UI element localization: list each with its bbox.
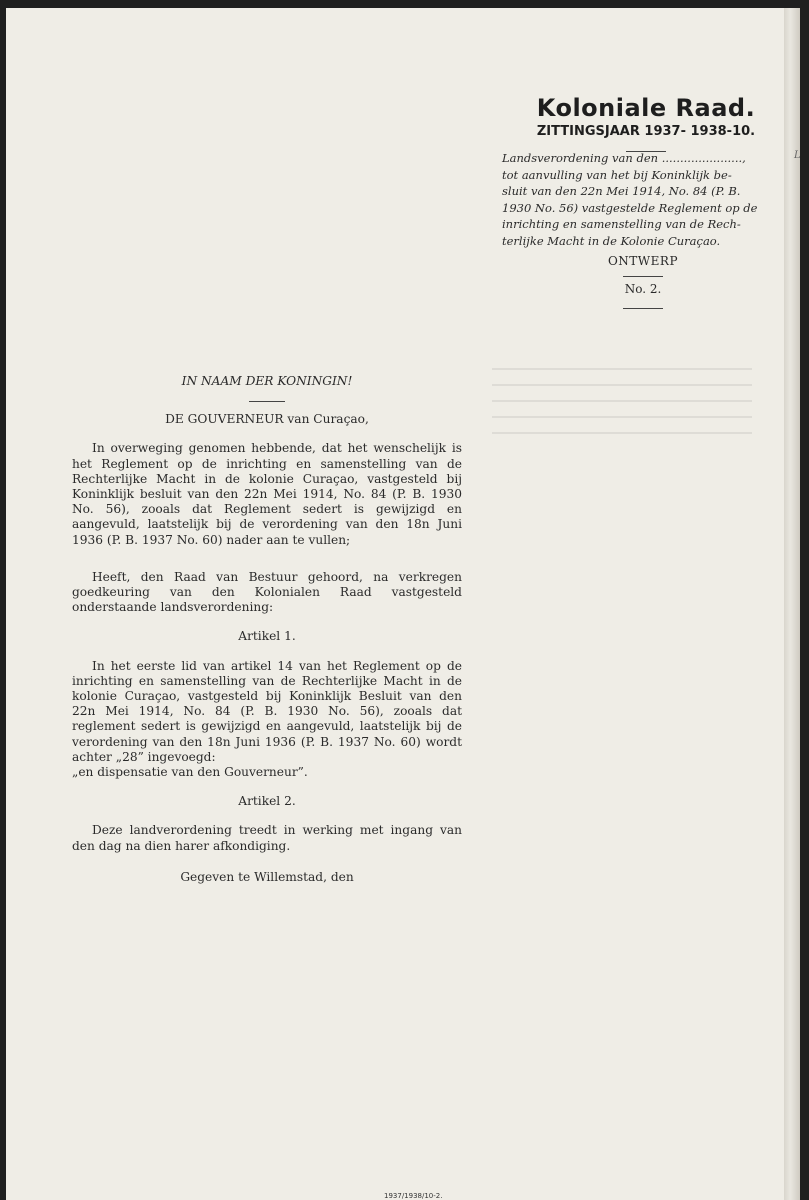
subject-line: Landsverordening van den ......................, [502, 151, 746, 165]
article-2-heading: Artikel 2. [238, 794, 296, 809]
doc-no-text: No. 2. [624, 282, 662, 296]
header-block [506, 94, 786, 152]
article-1-insert: „en dispensatie van den Gouverneur”. [72, 765, 308, 780]
subject-line: tot aanvulling van het bij Koninklijk be- [502, 167, 732, 182]
document-number [578, 282, 708, 309]
subject-line: inrichting en samenstelling van de Rech- [502, 217, 741, 231]
article-2-text: Deze landverordening treedt in werking met ingang van den dag na dien harer afkondiging. [72, 823, 462, 853]
footer-reference: 1937/1938/10-2. [384, 1192, 443, 1200]
council-title: Koloniale Raad. [536, 94, 756, 122]
document-page [6, 8, 801, 1200]
subject-block [502, 150, 784, 249]
subject-line: sluit van den 22n Mei 1914, No. 84 (P. B. [502, 184, 741, 198]
bleed-through-text [492, 368, 752, 448]
edge-letter: L [794, 150, 801, 161]
ontwerp-rule [623, 276, 663, 277]
considering-paragraph: In overweging genomen hebbende, dat het wenschelijk is het Reglement op de inrichting en samenstelling van de Rechterlijke Macht in de kolonie Curaçao, vastgesteld bij Koninklijk besluit van den 22n Mei 1914, No. 84 (P. B. 1930 No. 56), zooals dat Reglement sedert is gewijzigd en aangevuld, laatstelijk bij de verordening van den 18n Juni 1936 (P. B. 1937 No. 60) nader aan te vullen; [72, 441, 462, 547]
invocation: IN NAAM DER KONINGIN! [181, 374, 353, 388]
document-body [72, 374, 462, 885]
ontwerp-label [578, 254, 708, 277]
subject-line: terlijke Macht in de Kolonie Curaçao. [502, 233, 721, 248]
subject-line: 1930 No. 56) vastgestelde Reglement op de [502, 200, 758, 215]
page-spine [784, 8, 800, 1200]
doc-no-rule [623, 308, 663, 309]
closing-line: Gegeven te Willemstad, den [180, 869, 354, 884]
body-rule [249, 401, 285, 402]
article-1-text: In het eerste lid van artikel 14 van het Reglement op de inrichting en samenstelling van de Rechterlijke Macht in de kolonie Curaçao, vastgesteld bij Koninklijk Besluit van den 22n Mei 1914, No. 84 (P. B. 1930 No. 56), zooals dat reglement sedert is gewijzigd en aangevuld, laatstelijk bij de verordening van den 18n Juni 1936 (P. B. 1937 No. 60) wordt achter „28” ingevoegd: [72, 658, 462, 764]
governor-line: DE GOUVERNEUR van Curaçao, [165, 412, 369, 427]
enactment-paragraph: Heeft, den Raad van Bestuur gehoord, na verkregen goedkeuring van den Kolonialen Raad vastgesteld onderstaande landsverordening: [72, 569, 462, 615]
article-1-heading: Artikel 1. [238, 629, 296, 644]
ontwerp-text: ONTWERP [607, 254, 679, 268]
session-year: ZITTINGSJAAR 1937- 1938-10. [536, 124, 756, 139]
